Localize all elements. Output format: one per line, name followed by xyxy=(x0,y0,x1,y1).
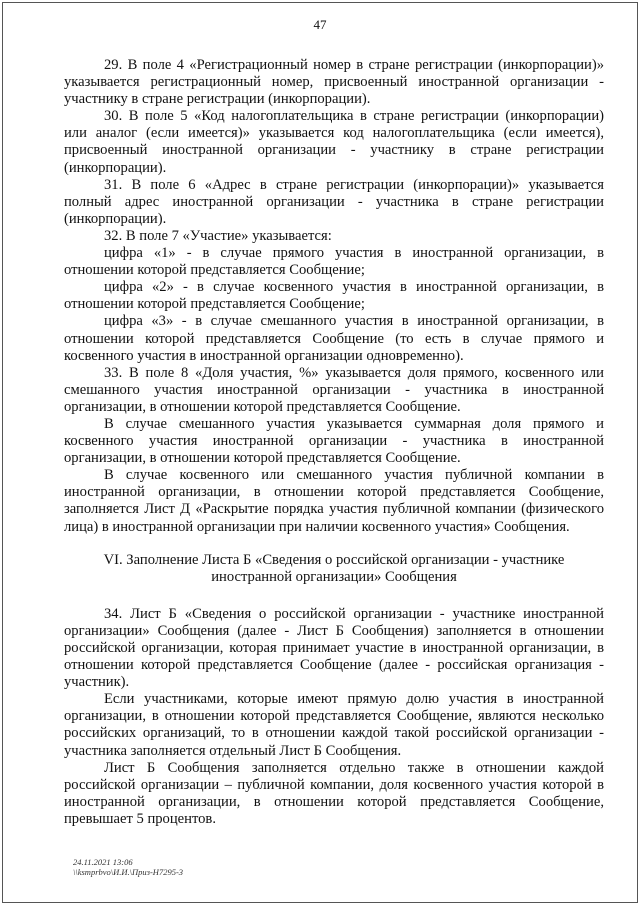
paragraph-30: 30. В поле 5 «Код налогоплательщика в стране регистрации (инкорпорации) или аналог (если имеется)» указывается код налогоплательщика (если имеется), присвоенный иностранной организации - участнику в стране регистрации (инкорпорации). xyxy=(64,108,604,176)
stamp-date: 24.11.2021 13:06 xyxy=(73,857,133,867)
section-heading xyxy=(64,552,604,586)
paragraph-32: 32. В поле 7 «Участие» указывается: xyxy=(104,227,332,244)
section-heading-line-1: VI. Заполнение Листа Б «Сведения о российской организации - участнике xyxy=(103,551,565,568)
paragraph-32-item-2: цифра «2» - в случае косвенного участия в иностранной организации, в отношении которой представляется Сообщение; xyxy=(64,279,604,313)
paragraph-33-mixed: В случае смешанного участия указывается суммарная доля прямого и косвенного участия иностранной организации - участника в иностранной организации, в отношении которой представляется Сообщение. xyxy=(64,415,604,467)
paragraph-29: 29. В поле 4 «Регистрационный номер в стране регистрации (инкорпорации)» указывается регистрационный номер, присвоенный иностранной организации - участнику в стране регистрации (инкорпорации). xyxy=(64,57,604,108)
stamp-path: \\ksmprbvo\И.И.\Приз-Н7295-3 xyxy=(73,867,184,877)
document-stamp xyxy=(73,857,183,877)
section-heading-line-2: иностранной организации» Сообщения xyxy=(211,568,457,585)
document-body xyxy=(64,57,604,828)
paragraph-32-item-1: цифра «1» - в случае прямого участия в иностранной организации, в отношении которой представляется Сообщение; xyxy=(64,245,604,279)
paragraph-31: 31. В поле 6 «Адрес в стране регистрации (инкорпорации)» указывается полный адрес иностранной организации - участника в стране регистрации (инкорпорации). xyxy=(64,176,604,227)
paragraph-34: 34. Лист Б «Сведения о российской организации - участнике иностранной организации» Сообщения (далее - Лист Б Сообщения) заполняется в отношении российской организации, которая принимает участие в иностранной организации, в отношении которой представляется Сообщение (далее - российская организация - участник). xyxy=(64,605,604,691)
page-number: 47 xyxy=(313,17,327,32)
paragraph-34-several: Если участниками, которые имеют прямую долю участия в иностранной организации, в отношении которой представляется Сообщение, являются несколько российских организаций, то в отношении каждой такой российской организации - участника заполняется отдельный Лист Б Сообщения. xyxy=(64,691,604,759)
paragraph-33-indirect: В случае косвенного или смешанного участия публичной компании в иностранной организации, в отношении которой представляется Сообщение, заполняется Лист Д «Раскрытие порядка участия публичной компании (физического лица) в иностранной организации при наличии косвенного участия» Сообщения. xyxy=(64,467,604,535)
paragraph-32-item-3: цифра «3» - в случае смешанного участия в иностранной организации, в отношении которой представляется Сообщение (то есть в случае прямого и косвенного участия в иностранной организации одновременно). xyxy=(64,313,604,364)
paragraph-34-public: Лист Б Сообщения заполняется отдельно также в отношении каждой российской организации – публичной компании, доля косвенного участия которой в иностранной организации, в отношении которой представляется Сообщение, превышает 5 процентов. xyxy=(64,759,604,827)
paragraph-33: 33. В поле 8 «Доля участия, %» указывается доля прямого, косвенного или смешанного участия иностранной организации - участника в иностранной организации, в отношении которой представляется Сообщение. xyxy=(64,364,604,415)
